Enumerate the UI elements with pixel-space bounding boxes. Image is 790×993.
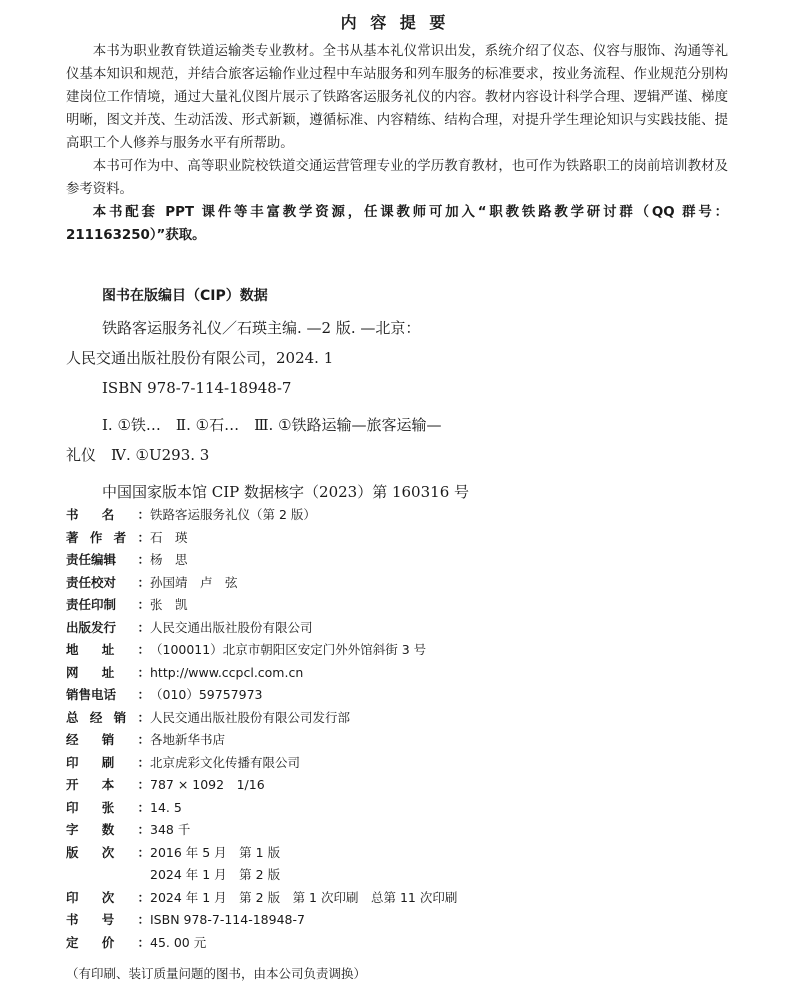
info-label-part: 址: [101, 642, 115, 657]
info-row: [66, 774, 746, 797]
info-label-part: 网: [66, 664, 79, 680]
info-label: [66, 639, 150, 662]
info-label-colon: ：: [137, 574, 150, 590]
info-value: 孙国靖 卢 弦: [150, 574, 238, 590]
info-label-colon: ：: [137, 912, 150, 927]
info-label-part: 址: [101, 664, 115, 680]
info-label-part: 责任印制: [66, 597, 117, 612]
info-row: [66, 707, 746, 730]
info-label-part: 总: [66, 709, 79, 725]
quality-note: （有印刷、装订质量问题的图书，由本公司负责调换）: [66, 966, 367, 981]
info-label-part: 次: [101, 844, 115, 860]
info-label-part: 版: [66, 844, 79, 860]
info-label: [66, 707, 150, 730]
info-label-colon: ：: [137, 799, 150, 815]
info-label-colon: ：: [137, 597, 150, 612]
info-value: 北京虎彩文化传播有限公司: [150, 754, 301, 770]
abstract-paragraph-3: 本书配套 PPT 课件等丰富教学资源，任课教师可加入“职教铁路教学研讨群（QQ 群号：211163250）”获取。: [66, 205, 728, 243]
info-label-part: 经: [66, 732, 79, 747]
cip-block: [66, 313, 626, 507]
info-label: [66, 549, 150, 572]
info-label: [66, 617, 150, 640]
info-label: [66, 527, 150, 550]
info-label-part: 书: [66, 507, 79, 522]
info-label: [66, 842, 150, 865]
info-row: [66, 594, 746, 617]
info-label: [66, 909, 150, 932]
info-label-part: 责任编辑: [66, 552, 117, 567]
info-row: [66, 504, 746, 527]
info-label-part: 印: [66, 754, 79, 770]
info-label-part: 刷: [101, 754, 115, 770]
info-label: [66, 887, 150, 910]
info-label-part: 价: [101, 934, 115, 950]
info-value: （100011）北京市朝阳区安定门外外馆斜街 3 号: [150, 642, 427, 657]
info-value: 14. 5: [150, 799, 182, 815]
page-title: 内 容 提 要: [340, 13, 450, 32]
info-label-colon: ：: [137, 934, 150, 950]
info-label-colon: ：: [137, 687, 150, 702]
info-label-part: 字: [66, 822, 79, 837]
info-row: [66, 932, 746, 955]
info-row: [66, 752, 746, 775]
info-label-colon: ：: [137, 889, 150, 905]
info-label-part: 销售电话: [66, 687, 117, 702]
info-label-part: 经: [89, 709, 103, 725]
info-value: 铁路客运服务礼仪（第 2 版）: [150, 507, 316, 522]
cip-line-2: 人民交通出版社股份有限公司，2024. 1: [66, 349, 334, 367]
info-label: [66, 594, 150, 617]
info-label-part: 名: [101, 507, 115, 522]
info-label-part: 次: [101, 889, 115, 905]
info-row: [66, 797, 746, 820]
info-row: [66, 527, 746, 550]
info-row: [66, 639, 746, 662]
info-label: [66, 662, 150, 685]
info-value: 人民交通出版社股份有限公司: [150, 619, 313, 635]
info-label-part: 书: [66, 912, 79, 927]
cip-heading: 图书在版编目（CIP）数据: [102, 288, 268, 304]
info-value: 2016 年 5 月 第 1 版: [150, 844, 281, 860]
info-row: [66, 549, 746, 572]
info-row: [66, 864, 746, 887]
info-value: 45. 00 元: [150, 934, 207, 950]
info-label: [66, 774, 150, 797]
info-label-part: 号: [101, 912, 115, 927]
info-row: [66, 684, 746, 707]
info-label-part: 张: [101, 799, 115, 815]
cip-line-3: ISBN 978-7-114-18948-7: [102, 379, 292, 397]
info-label-colon: ：: [137, 552, 150, 567]
cip-line-4: Ⅰ. ①铁… Ⅱ. ①石… Ⅲ. ①铁路运输—旅客运输—: [102, 416, 442, 434]
info-value: 348 千: [150, 822, 191, 837]
info-label: [66, 729, 150, 752]
info-label-colon: ：: [137, 844, 150, 860]
info-label: [66, 572, 150, 595]
info-value: 杨 思: [150, 552, 188, 567]
info-label-colon: ：: [137, 507, 150, 522]
info-label-part: 数: [101, 822, 115, 837]
info-value: （010）59757973: [150, 687, 263, 702]
abstract: [66, 40, 728, 247]
info-label-colon: ：: [137, 754, 150, 770]
cip-line-1: 铁路客运服务礼仪／石瑛主编. —2 版. —北京：: [102, 319, 421, 337]
info-label-colon: ：: [137, 664, 150, 680]
info-row: [66, 617, 746, 640]
info-row: [66, 729, 746, 752]
info-label-part: 印: [66, 889, 79, 905]
info-label-part: 出版发行: [66, 619, 117, 635]
info-label: [66, 819, 150, 842]
info-label-part: 本: [101, 777, 115, 792]
abstract-paragraph-2: 本书可作为中、高等职业院校铁道交通运营管理专业的学历教育教材，也可作为铁路职工的岗前培训教材及参考资料。: [66, 159, 728, 197]
info-label-colon: ：: [137, 777, 150, 792]
info-value: 各地新华书店: [150, 732, 226, 747]
info-row: [66, 572, 746, 595]
info-value: 2024 年 1 月 第 2 版: [150, 867, 281, 882]
info-row: [66, 909, 746, 932]
info-row: [66, 842, 746, 865]
info-label-colon: ：: [137, 619, 150, 635]
info-label-part: 销: [113, 709, 127, 725]
info-value: ISBN 978-7-114-18948-7: [150, 912, 305, 927]
info-label-part: 销: [101, 732, 115, 747]
info-label: [66, 504, 150, 527]
info-label-part: 地: [66, 642, 79, 657]
info-value: 787 × 1092 1/16: [150, 777, 265, 792]
info-label-colon: ：: [137, 732, 150, 747]
info-value: 人民交通出版社股份有限公司发行部: [150, 709, 351, 725]
publication-info: [66, 504, 746, 954]
info-label-part: 责任校对: [66, 574, 117, 590]
info-label-colon: ：: [137, 642, 150, 657]
info-label-part: 印: [66, 799, 79, 815]
info-value: 2024 年 1 月 第 2 版 第 1 次印刷 总第 11 次印刷: [150, 889, 458, 905]
info-label-part: 定: [66, 934, 79, 950]
info-label-colon: ：: [137, 709, 150, 725]
info-label-part: 著: [66, 529, 79, 545]
cip-line-5: 礼仪 Ⅳ. ①U293. 3: [66, 446, 210, 464]
info-label-colon: ：: [137, 529, 150, 545]
abstract-paragraph-1: 本书为职业教育铁道运输类专业教材。全书从基本礼仪常识出发，系统介绍了仪态、仪容与服饰、沟通等礼仪基本知识和规范，并结合旅客运输作业过程中车站服务和列车服务的标准要求，按业务流程、作业规范分别构建岗位工作情境，通过大量礼仪图片展示了铁路客运服务礼仪的内容。教材内容设计科学合理、逻辑严谨、梯度明晰，图文并茂、生动活泼、形式新颖，遵循标准、内容精练、结构合理，对提升学生理论知识与实践技能、提高职工个人修养与服务水平有所帮助。: [66, 44, 728, 151]
info-label-part: 开: [66, 777, 79, 792]
info-value: http://www.ccpcl.com.cn: [150, 664, 304, 680]
cip-line-6: 中国国家版本馆 CIP 数据核字（2023）第 160316 号: [102, 483, 470, 501]
info-row: [66, 819, 746, 842]
info-value: 石 瑛: [150, 529, 188, 545]
info-label: [66, 797, 150, 820]
info-label: [66, 932, 150, 955]
info-row: [66, 887, 746, 910]
info-label-part: 者: [113, 529, 127, 545]
info-label-part: 作: [89, 529, 103, 545]
info-label: [66, 752, 150, 775]
info-row: [66, 662, 746, 685]
info-label: [66, 684, 150, 707]
info-value: 张 凯: [150, 597, 188, 612]
info-label-colon: ：: [137, 822, 150, 837]
